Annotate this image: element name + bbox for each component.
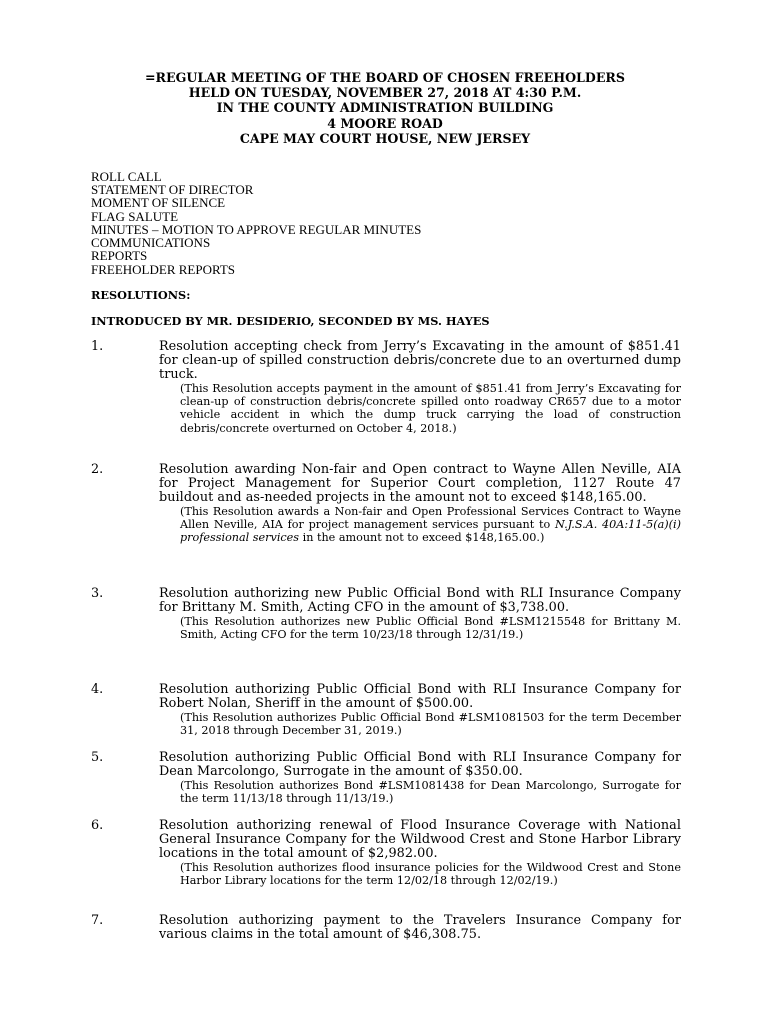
- agenda-item-reports: REPORTS: [91, 248, 148, 264]
- note-text-end: in the amount not to exceed $148,165.00.): [299, 531, 545, 545]
- resolution-note: (This Resolution authorizes Bond #LSM1081438 for Dean Marcolongo, Surrogate for the term 11/13/18 through 11/13/19.): [180, 779, 681, 806]
- resolution-item-4: [91, 683, 681, 737]
- agenda-item-roll-call: ROLL CALL: [91, 169, 162, 184]
- resolution-note: (This Resolution accepts payment in the amount of $851.41 from Jerry’s Excavating for clean-up of construction debris/concrete spilled onto roadway CR657 due to a motor vehicle accident in which the dump truck carrying the load of construction debris/concrete overturned on October 4, 2018.): [180, 382, 681, 435]
- resolutions-heading: RESOLUTIONS:: [91, 288, 191, 302]
- header-line-4: 4 MOORE ROAD: [327, 115, 443, 131]
- resolution-note: (This Resolution authorizes new Public Official Bond #LSM1215548 for Brittany M. Smith, Acting CFO for the term 10/23/18 through 12/31/19.): [180, 615, 681, 642]
- resolution-note: (This Resolution authorizes Public Official Bond #LSM1081503 for the term December 31, 2018 through December 31, 2019.): [180, 711, 681, 738]
- header-line-2: HELD ON TUESDAY, NOVEMBER 27, 2018 AT 4:30 P.M.: [188, 85, 582, 101]
- item-number: 6.: [91, 818, 104, 833]
- item-number: 5.: [91, 750, 104, 765]
- agenda-item-flag-salute: FLAG SALUTE: [91, 208, 179, 224]
- resolution-text: Resolution authorizing payment to the Travelers Insurance Company for various claims in the total amount of $46,308.75.: [159, 913, 681, 942]
- statute-citation: N.J.S.A. 40A:11-5(a)(i) professional services: [180, 518, 681, 545]
- item-number: 4.: [91, 682, 104, 697]
- resolution-item-7: [91, 914, 681, 942]
- resolution-text: Resolution awarding Non-fair and Open contract to Wayne Allen Neville, AIA for Project Management for Superior Court completion, 1127 Route 47 buildout and as-needed projects in the amount not to exceed $148,165.00.: [159, 462, 681, 505]
- item-number: 7.: [91, 913, 104, 928]
- resolution-note: [180, 505, 681, 545]
- agenda-item-moment-of-silence: MOMENT OF SILENCE: [91, 195, 226, 211]
- resolution-item-6: [91, 819, 681, 887]
- agenda-item-statement: STATEMENT OF DIRECTOR: [91, 182, 254, 198]
- resolution-item-2: [91, 463, 681, 545]
- agenda-item-communications: COMMUNICATIONS: [91, 235, 211, 251]
- item-number: 2.: [91, 462, 104, 477]
- header-line-1: =REGULAR MEETING OF THE BOARD OF CHOSEN FREEHOLDERS: [144, 70, 625, 85]
- resolution-item-3: [91, 587, 681, 641]
- agenda-item-freeholder-reports: FREEHOLDER REPORTS: [91, 262, 236, 278]
- item-number: 3.: [91, 586, 104, 601]
- resolution-item-1: [91, 340, 681, 435]
- resolution-note: (This Resolution authorizes flood insurance policies for the Wildwood Crest and Stone Harbor Library locations for the term 12/02/18 through 12/02/19.): [180, 861, 681, 888]
- note-text: (This Resolution awards a Non-fair and Open Professional Services Contract to Wayne Allen Neville, AIA for project management services pursuant to: [180, 505, 681, 532]
- resolution-item-5: [91, 751, 681, 805]
- agenda-item-minutes: MINUTES – MOTION TO APPROVE REGULAR MINUTES: [91, 221, 422, 237]
- resolution-text: Resolution authorizing Public Official Bond with RLI Insurance Company for Robert Nolan, Sheriff in the amount of $500.00.: [159, 682, 681, 711]
- agenda-list: [91, 170, 651, 277]
- header-line-5: CAPE MAY COURT HOUSE, NEW JERSEY: [239, 130, 531, 146]
- header-line-3: IN THE COUNTY ADMINISTRATION BUILDING: [216, 100, 554, 116]
- resolution-text: Resolution authorizing renewal of Flood Insurance Coverage with National General Insurance Company for the Wildwood Crest and Stone Harbor Library locations in the total amount of $2,982.00.: [159, 818, 681, 861]
- resolution-text: Resolution authorizing Public Official Bond with RLI Insurance Company for Dean Marcolongo, Surrogate in the amount of $350.00.: [159, 750, 681, 779]
- meeting-header: [80, 70, 690, 146]
- item-number: 1.: [91, 339, 104, 354]
- introduced-by-line: INTRODUCED BY MR. DESIDERIO, SECONDED BY MS. HAYES: [91, 314, 490, 328]
- resolution-text: Resolution accepting check from Jerry’s Excavating in the amount of $851.41 for clean-up of spilled construction debris/concrete due to an overturned dump truck.: [159, 339, 681, 382]
- resolution-text: Resolution authorizing new Public Official Bond with RLI Insurance Company for Brittany M. Smith, Acting CFO in the amount of $3,738.00.: [159, 586, 681, 615]
